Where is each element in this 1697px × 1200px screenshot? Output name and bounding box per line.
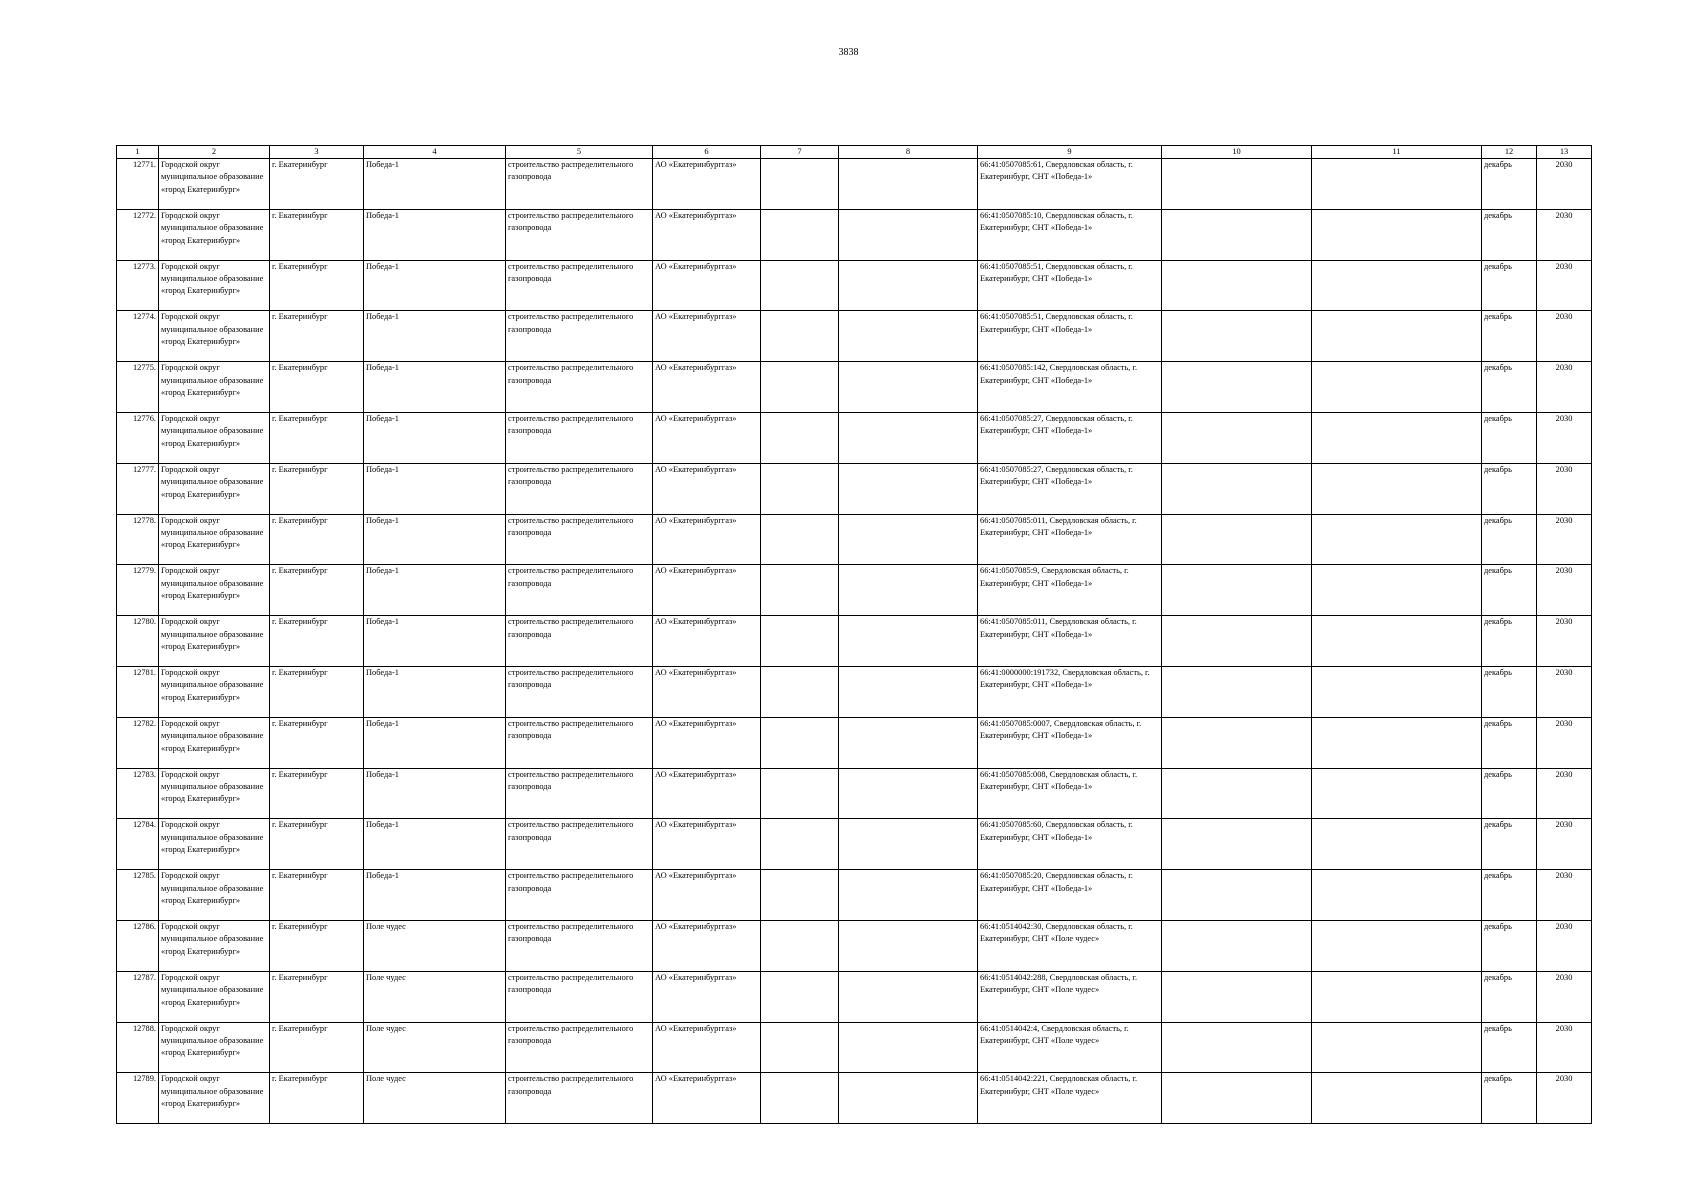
organization-cell: АО «Екатеринбурггаз» [653,666,761,717]
column-11-cell [1312,1022,1482,1073]
address-cell: 66:41:0507085:011, Свердловская область, г. Екатеринбург, СНТ «Победа-1» [978,514,1162,565]
column-8-cell [839,463,978,514]
month-cell: декабрь [1482,311,1537,362]
row-number: 12789. [117,1073,159,1124]
column-8-cell [839,616,978,667]
work-type-cell: строительство распределительного газопровода [506,870,653,921]
month-cell: декабрь [1482,971,1537,1022]
column-8-cell [839,717,978,768]
organization-cell: АО «Екатеринбурггаз» [653,362,761,413]
registry-table [116,145,1592,1124]
object-name-cell: Победа-1 [364,514,506,565]
work-type-cell: строительство распределительного газопровода [506,1022,653,1073]
month-cell: декабрь [1482,159,1537,210]
municipality-cell: Городской округ муниципальное образование «город Екатеринбург» [159,159,270,210]
column-11-cell [1312,819,1482,870]
column-11-cell [1312,565,1482,616]
column-number-row [117,146,1592,159]
column-number-12: 12 [1482,146,1537,159]
address-cell: 66:41:0507085:9, Свердловская область, г. Екатеринбург, СНТ «Победа-1» [978,565,1162,616]
organization-cell: АО «Екатеринбурггаз» [653,311,761,362]
organization-cell: АО «Екатеринбурггаз» [653,717,761,768]
settlement-cell: г. Екатеринбург [270,920,364,971]
column-number-10: 10 [1162,146,1312,159]
work-type-cell: строительство распределительного газопровода [506,159,653,210]
municipality-cell: Городской округ муниципальное образование «город Екатеринбург» [159,362,270,413]
municipality-cell: Городской округ муниципальное образование «город Екатеринбург» [159,1022,270,1073]
year-cell: 2030 [1537,514,1592,565]
object-name-cell: Победа-1 [364,717,506,768]
table-row [117,362,1592,413]
column-number-9: 9 [978,146,1162,159]
month-cell: декабрь [1482,514,1537,565]
column-7-cell [761,1073,839,1124]
column-8-cell [839,1073,978,1124]
table-row [117,159,1592,210]
column-11-cell [1312,209,1482,260]
year-cell: 2030 [1537,260,1592,311]
column-10-cell [1162,514,1312,565]
organization-cell: АО «Екатеринбурггаз» [653,1073,761,1124]
organization-cell: АО «Екатеринбурггаз» [653,971,761,1022]
column-8-cell [839,159,978,210]
municipality-cell: Городской округ муниципальное образование «город Екатеринбург» [159,209,270,260]
organization-cell: АО «Екатеринбурггаз» [653,463,761,514]
object-name-cell: Победа-1 [364,412,506,463]
column-7-cell [761,565,839,616]
column-10-cell [1162,870,1312,921]
work-type-cell: строительство распределительного газопровода [506,920,653,971]
settlement-cell: г. Екатеринбург [270,514,364,565]
organization-cell: АО «Екатеринбурггаз» [653,260,761,311]
column-8-cell [839,920,978,971]
column-number-2: 2 [159,146,270,159]
municipality-cell: Городской округ муниципальное образование «город Екатеринбург» [159,971,270,1022]
year-cell: 2030 [1537,717,1592,768]
object-name-cell: Победа-1 [364,209,506,260]
column-7-cell [761,768,839,819]
work-type-cell: строительство распределительного газопровода [506,260,653,311]
column-7-cell [761,209,839,260]
column-10-cell [1162,920,1312,971]
column-11-cell [1312,159,1482,210]
table-row [117,209,1592,260]
settlement-cell: г. Екатеринбург [270,209,364,260]
object-name-cell: Победа-1 [364,159,506,210]
column-8-cell [839,260,978,311]
object-name-cell: Победа-1 [364,666,506,717]
row-number: 12777. [117,463,159,514]
column-10-cell [1162,260,1312,311]
row-number: 12778. [117,514,159,565]
address-cell: 66:41:0507085:51, Свердловская область, г. Екатеринбург, СНТ «Победа-1» [978,311,1162,362]
month-cell: декабрь [1482,463,1537,514]
settlement-cell: г. Екатеринбург [270,870,364,921]
column-10-cell [1162,819,1312,870]
table-row [117,768,1592,819]
column-11-cell [1312,971,1482,1022]
month-cell: декабрь [1482,209,1537,260]
column-11-cell [1312,362,1482,413]
address-cell: 66:41:0514042:288, Свердловская область, г. Екатеринбург, СНТ «Поле чудес» [978,971,1162,1022]
column-10-cell [1162,717,1312,768]
organization-cell: АО «Екатеринбурггаз» [653,514,761,565]
address-cell: 66:41:0507085:61, Свердловская область, г. Екатеринбург, СНТ «Победа-1» [978,159,1162,210]
column-7-cell [761,819,839,870]
municipality-cell: Городской округ муниципальное образование «город Екатеринбург» [159,616,270,667]
address-cell: 66:41:0507085:27, Свердловская область, г. Екатеринбург, СНТ «Победа-1» [978,412,1162,463]
settlement-cell: г. Екатеринбург [270,463,364,514]
column-7-cell [761,311,839,362]
row-number: 12781. [117,666,159,717]
table-row [117,412,1592,463]
work-type-cell: строительство распределительного газопровода [506,565,653,616]
column-7-cell [761,260,839,311]
table-body [117,159,1592,1124]
column-number-5: 5 [506,146,653,159]
row-number: 12779. [117,565,159,616]
column-11-cell [1312,870,1482,921]
column-number-8: 8 [839,146,978,159]
organization-cell: АО «Екатеринбурггаз» [653,616,761,667]
column-8-cell [839,209,978,260]
settlement-cell: г. Екатеринбург [270,311,364,362]
organization-cell: АО «Екатеринбурггаз» [653,920,761,971]
row-number: 12776. [117,412,159,463]
row-number: 12783. [117,768,159,819]
column-number-4: 4 [364,146,506,159]
object-name-cell: Поле чудес [364,971,506,1022]
column-number-13: 13 [1537,146,1592,159]
work-type-cell: строительство распределительного газопровода [506,666,653,717]
year-cell: 2030 [1537,209,1592,260]
row-number: 12773. [117,260,159,311]
municipality-cell: Городской округ муниципальное образование «город Екатеринбург» [159,768,270,819]
settlement-cell: г. Екатеринбург [270,616,364,667]
address-cell: 66:41:0514042:30, Свердловская область, г. Екатеринбург, СНТ «Поле чудес» [978,920,1162,971]
municipality-cell: Городской округ муниципальное образование «город Екатеринбург» [159,260,270,311]
settlement-cell: г. Екатеринбург [270,159,364,210]
settlement-cell: г. Екатеринбург [270,666,364,717]
organization-cell: АО «Екатеринбурггаз» [653,768,761,819]
object-name-cell: Победа-1 [364,311,506,362]
municipality-cell: Городской округ муниципальное образование «город Екатеринбург» [159,311,270,362]
settlement-cell: г. Екатеринбург [270,1073,364,1124]
column-number-1: 1 [117,146,159,159]
month-cell: декабрь [1482,1073,1537,1124]
table-row [117,565,1592,616]
object-name-cell: Победа-1 [364,260,506,311]
table-row [117,717,1592,768]
row-number: 12784. [117,819,159,870]
work-type-cell: строительство распределительного газопровода [506,1073,653,1124]
year-cell: 2030 [1537,971,1592,1022]
column-10-cell [1162,209,1312,260]
month-cell: декабрь [1482,1022,1537,1073]
table-row [117,1022,1592,1073]
organization-cell: АО «Екатеринбурггаз» [653,1022,761,1073]
column-10-cell [1162,463,1312,514]
year-cell: 2030 [1537,412,1592,463]
table-row [117,260,1592,311]
table-row [117,1073,1592,1124]
municipality-cell: Городской округ муниципальное образование «город Екатеринбург» [159,514,270,565]
object-name-cell: Поле чудес [364,1073,506,1124]
settlement-cell: г. Екатеринбург [270,565,364,616]
column-11-cell [1312,616,1482,667]
row-number: 12772. [117,209,159,260]
month-cell: декабрь [1482,666,1537,717]
year-cell: 2030 [1537,819,1592,870]
address-cell: 66:41:0507085:10, Свердловская область, г. Екатеринбург, СНТ «Победа-1» [978,209,1162,260]
column-8-cell [839,362,978,413]
year-cell: 2030 [1537,565,1592,616]
column-8-cell [839,768,978,819]
work-type-cell: строительство распределительного газопровода [506,463,653,514]
row-number: 12774. [117,311,159,362]
municipality-cell: Городской округ муниципальное образование «город Екатеринбург» [159,717,270,768]
object-name-cell: Поле чудес [364,920,506,971]
column-10-cell [1162,362,1312,413]
column-8-cell [839,819,978,870]
column-10-cell [1162,311,1312,362]
column-10-cell [1162,616,1312,667]
organization-cell: АО «Екатеринбурггаз» [653,159,761,210]
column-10-cell [1162,971,1312,1022]
column-8-cell [839,565,978,616]
table-row [117,819,1592,870]
organization-cell: АО «Екатеринбурггаз» [653,412,761,463]
month-cell: декабрь [1482,768,1537,819]
column-11-cell [1312,666,1482,717]
column-10-cell [1162,666,1312,717]
table-row [117,666,1592,717]
column-7-cell [761,920,839,971]
settlement-cell: г. Екатеринбург [270,412,364,463]
address-cell: 66:41:0000000:191732, Свердловская область, г. Екатеринбург, СНТ «Победа-1» [978,666,1162,717]
column-10-cell [1162,1073,1312,1124]
year-cell: 2030 [1537,870,1592,921]
address-cell: 66:41:0514042:4, Свердловская область, г. Екатеринбург, СНТ «Поле чудес» [978,1022,1162,1073]
column-11-cell [1312,463,1482,514]
month-cell: декабрь [1482,565,1537,616]
month-cell: декабрь [1482,412,1537,463]
work-type-cell: строительство распределительного газопровода [506,971,653,1022]
column-7-cell [761,514,839,565]
year-cell: 2030 [1537,768,1592,819]
table-row [117,971,1592,1022]
object-name-cell: Победа-1 [364,819,506,870]
column-10-cell [1162,565,1312,616]
column-number-3: 3 [270,146,364,159]
column-number-11: 11 [1312,146,1482,159]
table-row [117,311,1592,362]
column-7-cell [761,1022,839,1073]
row-number: 12775. [117,362,159,413]
object-name-cell: Победа-1 [364,870,506,921]
municipality-cell: Городской округ муниципальное образование «город Екатеринбург» [159,870,270,921]
organization-cell: АО «Екатеринбурггаз» [653,819,761,870]
month-cell: декабрь [1482,819,1537,870]
work-type-cell: строительство распределительного газопровода [506,514,653,565]
column-7-cell [761,870,839,921]
address-cell: 66:41:0507085:011, Свердловская область, г. Екатеринбург, СНТ «Победа-1» [978,616,1162,667]
municipality-cell: Городской округ муниципальное образование «город Екатеринбург» [159,920,270,971]
settlement-cell: г. Екатеринбург [270,819,364,870]
month-cell: декабрь [1482,920,1537,971]
column-7-cell [761,971,839,1022]
month-cell: декабрь [1482,870,1537,921]
column-11-cell [1312,412,1482,463]
settlement-cell: г. Екатеринбург [270,1022,364,1073]
work-type-cell: строительство распределительного газопровода [506,768,653,819]
address-cell: 66:41:0507085:20, Свердловская область, г. Екатеринбург, СНТ «Победа-1» [978,870,1162,921]
column-10-cell [1162,1022,1312,1073]
object-name-cell: Победа-1 [364,463,506,514]
month-cell: декабрь [1482,362,1537,413]
column-7-cell [761,412,839,463]
column-8-cell [839,666,978,717]
table-row [117,616,1592,667]
column-11-cell [1312,920,1482,971]
object-name-cell: Победа-1 [364,565,506,616]
row-number: 12771. [117,159,159,210]
year-cell: 2030 [1537,1073,1592,1124]
object-name-cell: Победа-1 [364,616,506,667]
row-number: 12780. [117,616,159,667]
table-row [117,920,1592,971]
column-11-cell [1312,514,1482,565]
work-type-cell: строительство распределительного газопровода [506,412,653,463]
object-name-cell: Поле чудес [364,1022,506,1073]
year-cell: 2030 [1537,311,1592,362]
year-cell: 2030 [1537,362,1592,413]
year-cell: 2030 [1537,159,1592,210]
column-10-cell [1162,159,1312,210]
year-cell: 2030 [1537,1022,1592,1073]
work-type-cell: строительство распределительного газопровода [506,819,653,870]
year-cell: 2030 [1537,920,1592,971]
column-11-cell [1312,768,1482,819]
work-type-cell: строительство распределительного газопровода [506,311,653,362]
row-number: 12786. [117,920,159,971]
address-cell: 66:41:0507085:51, Свердловская область, г. Екатеринбург, СНТ «Победа-1» [978,260,1162,311]
column-7-cell [761,616,839,667]
column-7-cell [761,666,839,717]
address-cell: 66:41:0507085:60, Свердловская область, г. Екатеринбург, СНТ «Победа-1» [978,819,1162,870]
municipality-cell: Городской округ муниципальное образование «город Екатеринбург» [159,1073,270,1124]
month-cell: декабрь [1482,616,1537,667]
column-11-cell [1312,717,1482,768]
column-8-cell [839,1022,978,1073]
year-cell: 2030 [1537,666,1592,717]
settlement-cell: г. Екатеринбург [270,971,364,1022]
organization-cell: АО «Екатеринбурггаз» [653,565,761,616]
column-10-cell [1162,768,1312,819]
work-type-cell: строительство распределительного газопровода [506,362,653,413]
table-row [117,463,1592,514]
column-number-7: 7 [761,146,839,159]
column-7-cell [761,159,839,210]
column-11-cell [1312,311,1482,362]
municipality-cell: Городской округ муниципальное образование «город Екатеринбург» [159,463,270,514]
settlement-cell: г. Екатеринбург [270,260,364,311]
column-8-cell [839,870,978,921]
column-number-6: 6 [653,146,761,159]
object-name-cell: Победа-1 [364,768,506,819]
municipality-cell: Городской округ муниципальное образование «город Екатеринбург» [159,819,270,870]
month-cell: декабрь [1482,260,1537,311]
address-cell: 66:41:0507085:0007, Свердловская область, г. Екатеринбург, СНТ «Победа-1» [978,717,1162,768]
work-type-cell: строительство распределительного газопровода [506,209,653,260]
organization-cell: АО «Екатеринбурггаз» [653,209,761,260]
row-number: 12788. [117,1022,159,1073]
work-type-cell: строительство распределительного газопровода [506,717,653,768]
year-cell: 2030 [1537,616,1592,667]
organization-cell: АО «Екатеринбурггаз» [653,870,761,921]
address-cell: 66:41:0514042:221, Свердловская область, г. Екатеринбург, СНТ «Поле чудес» [978,1073,1162,1124]
page-number: 3838 [838,47,859,58]
column-8-cell [839,412,978,463]
column-7-cell [761,362,839,413]
municipality-cell: Городской округ муниципальное образование «город Екатеринбург» [159,412,270,463]
municipality-cell: Городской округ муниципальное образование «город Екатеринбург» [159,666,270,717]
municipality-cell: Городской округ муниципальное образование «город Екатеринбург» [159,565,270,616]
row-number: 12785. [117,870,159,921]
column-8-cell [839,514,978,565]
year-cell: 2030 [1537,463,1592,514]
month-cell: декабрь [1482,717,1537,768]
column-10-cell [1162,412,1312,463]
settlement-cell: г. Екатеринбург [270,717,364,768]
object-name-cell: Победа-1 [364,362,506,413]
address-cell: 66:41:0507085:27, Свердловская область, г. Екатеринбург, СНТ «Победа-1» [978,463,1162,514]
column-8-cell [839,311,978,362]
settlement-cell: г. Екатеринбург [270,362,364,413]
row-number: 12787. [117,971,159,1022]
settlement-cell: г. Екатеринбург [270,768,364,819]
column-7-cell [761,463,839,514]
column-7-cell [761,717,839,768]
column-11-cell [1312,260,1482,311]
work-type-cell: строительство распределительного газопровода [506,616,653,667]
table-row [117,870,1592,921]
address-cell: 66:41:0507085:008, Свердловская область, г. Екатеринбург, СНТ «Победа-1» [978,768,1162,819]
table-row [117,514,1592,565]
column-8-cell [839,971,978,1022]
row-number: 12782. [117,717,159,768]
column-11-cell [1312,1073,1482,1124]
address-cell: 66:41:0507085:142, Свердловская область, г. Екатеринбург, СНТ «Победа-1» [978,362,1162,413]
